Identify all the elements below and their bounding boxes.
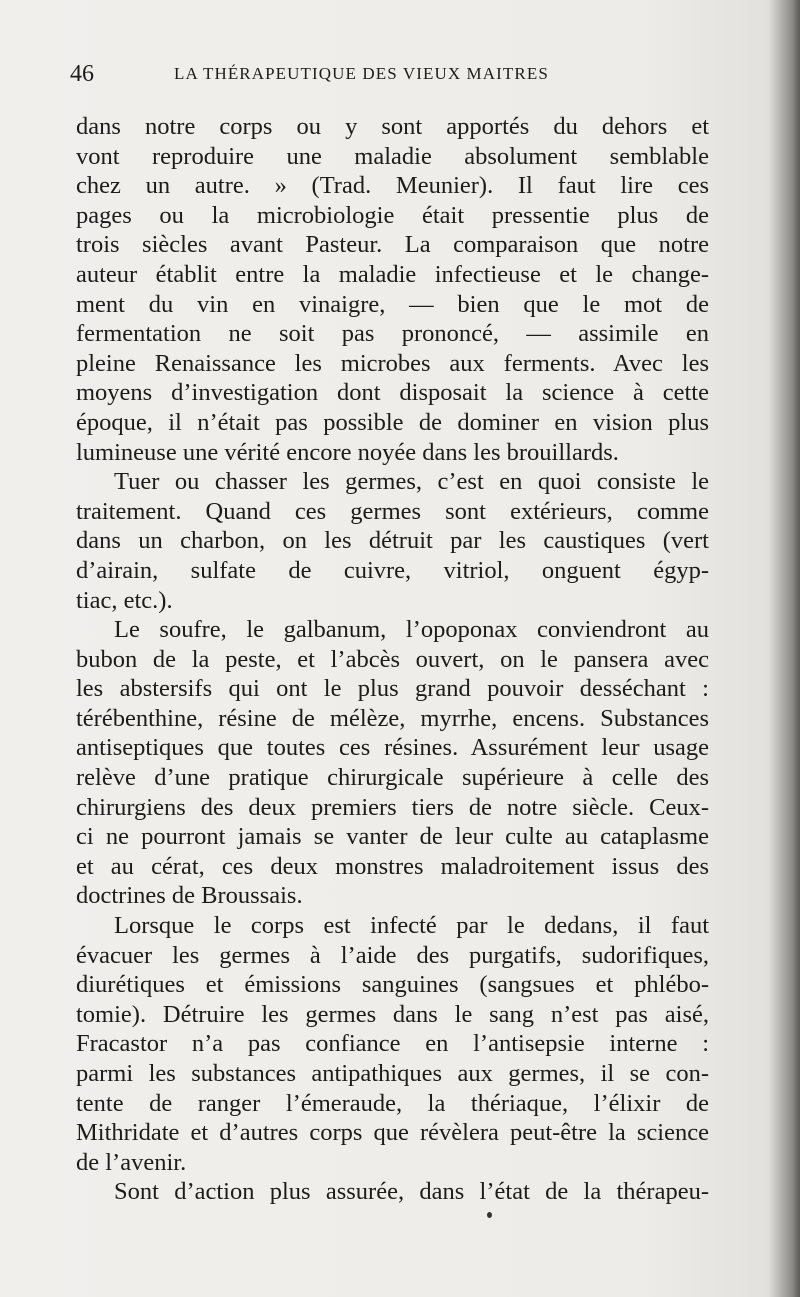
text-line: tente de ranger l’émeraude, la thériaque, l’élixir de (76, 1089, 709, 1117)
running-head (70, 60, 730, 88)
text-line: pleine Renaissance les microbes aux ferments. Avec les (76, 349, 709, 377)
text-line: dans notre corps ou y sont apportés du dehors et (76, 113, 709, 140)
text-line: pages ou la microbiologie était pressentie plus de (76, 201, 709, 229)
text-line: trois siècles avant Pasteur. La comparaison que notre (76, 231, 709, 259)
text-line: antiseptiques que toutes ces résines. Assurément leur usage (76, 734, 709, 762)
text-line: Lorsque le corps est infecté par le dedans, il faut (114, 912, 709, 940)
text-line: d’airain, sulfate de cuivre, vitriol, onguent égyp- (76, 556, 709, 584)
running-title: LA THÉRAPEUTIQUE DES VIEUX MAITRES (174, 64, 549, 83)
text-line: Fracastor n’a pas confiance en l’antisepsie interne : (76, 1030, 709, 1058)
text-line: évacuer les germes à l’aide des purgatifs, sudorifiques, (76, 941, 709, 969)
text-line: Tuer ou chasser les germes, c’est en quoi consiste le (114, 468, 709, 496)
text-line: ment du vin en vinaigre, — bien que le mot de (76, 290, 709, 318)
text-line: fermentation ne soit pas prononcé, — assimile en (76, 320, 709, 348)
text-line: moyens d’investigation dont disposait la science à cette (76, 379, 709, 407)
text-line: tomie). Détruire les germes dans le sang n’est pas aisé, (76, 1000, 709, 1028)
text-line: doctrines de Broussais. (76, 882, 303, 910)
text-line: térébenthine, résine de mélèze, myrrhe, encens. Substances (76, 704, 709, 732)
text-line: tiac, etc.). (76, 586, 173, 614)
text-line: parmi les substances antipathiques aux germes, il se con- (76, 1060, 709, 1087)
text-line: lumineuse une vérité encore noyée dans les brouillards. (76, 438, 619, 466)
text-line: traitement. Quand ces germes sont extérieurs, comme (76, 497, 709, 525)
text-line: dans un charbon, on les détruit par les caustiques (vert (76, 527, 709, 555)
text-line: chez un autre. » (Trad. Meunier). Il faut lire ces (76, 172, 709, 200)
text-line: Mithridate et d’autres corps que révèlera peut-être la science (76, 1119, 709, 1147)
text-line: et au cérat, ces deux monstres maladroitement issus des (76, 852, 709, 880)
text-line: auteur établit entre la maladie infectieuse et le change- (76, 260, 709, 288)
text-line: les abstersifs qui ont le plus grand pouvoir desséchant : (76, 675, 709, 703)
text-line: ci ne pourront jamais se vanter de leur culte au cataplasme (76, 823, 709, 851)
body-text (76, 112, 709, 1207)
text-line: Sont d’action plus assurée, dans l’état de la thérapeu- (114, 1178, 709, 1206)
text-line: relève d’une pratique chirurgicale supérieure à celle des (76, 764, 709, 792)
page-number: 46 (70, 61, 94, 87)
text-line: chirurgiens des deux premiers tiers de notre siècle. Ceux- (76, 793, 709, 821)
text-line: de l’avenir. (76, 1148, 187, 1176)
text-line: bubon de la peste, et l’abcès ouvert, on le pansera avec (76, 645, 709, 673)
ink-speck (487, 1212, 492, 1218)
text-line: époque, il n’était pas possible de dominer en vision plus (76, 408, 709, 436)
text-line: Le soufre, le galbanum, l’opoponax conviendront au (114, 616, 709, 644)
text-line: vont reproduire une maladie absolument semblable (76, 142, 709, 170)
text-line: diurétiques et émissions sanguines (sangsues et phlébo- (76, 971, 709, 999)
